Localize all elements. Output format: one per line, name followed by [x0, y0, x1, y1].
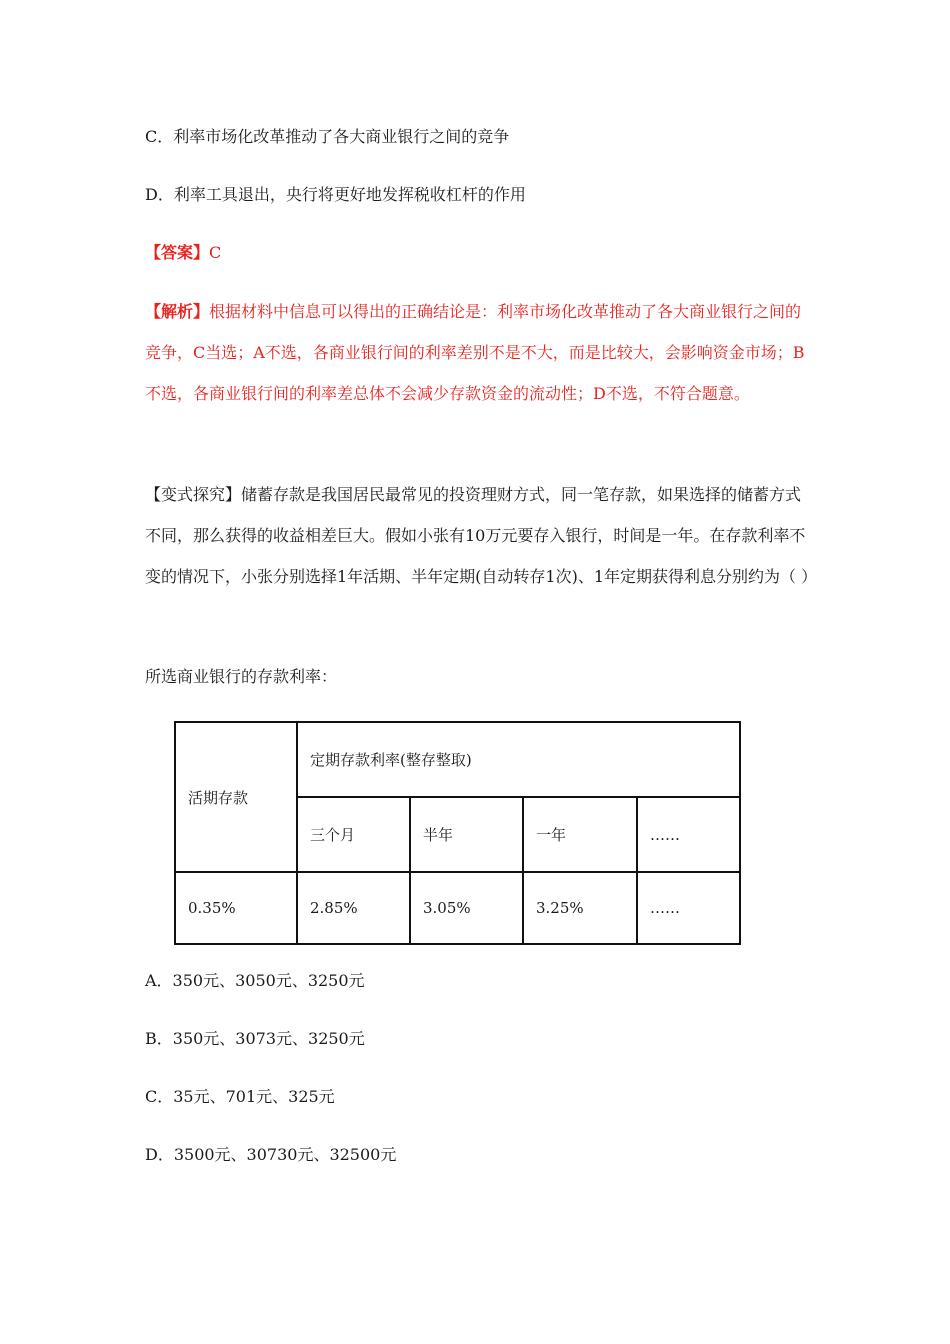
- term-one-year: 一年: [523, 797, 637, 872]
- rate-more: ……: [637, 872, 740, 944]
- analysis-text: 根据材料中信息可以得出的正确结论是：利率市场化改革推动了各大商业银行之间的竞争，C当选；A不选，各商业银行间的利率差别不是不大，而是比较大，会影响资金市场；B不选，各商业银行间的利率差总体不会减少存款资金的流动性；D不选，不符合题意。: [145, 302, 805, 403]
- demand-rate: 0.35%: [175, 872, 297, 944]
- prev-option-c: C．利率市场化改革推动了各大商业银行之间的竞争: [145, 127, 510, 146]
- deposit-rate-table: [174, 721, 741, 945]
- choice-b: B．350元、3073元、3250元: [145, 1029, 365, 1048]
- term-more: ……: [637, 797, 740, 872]
- prev-option-d: D．利率工具退出，央行将更好地发挥税收杠杆的作用: [145, 185, 526, 204]
- analysis-label: 【解析】: [145, 302, 210, 321]
- answer-value: C: [209, 243, 222, 262]
- rate-three-months: 2.85%: [297, 872, 410, 944]
- variant-paragraph: [145, 474, 818, 597]
- variant-text: 储蓄存款是我国居民最常见的投资理财方式，同一笔存款，如果选择的储蓄方式不同，那么获得的收益相差巨大。假如小张有10万元要存入银行，时间是一年。在存款利率不变的情况下，小张分别选择1年活期、半年定期(自动转存1次)、1年定期获得利息分别约为（ ）: [145, 485, 818, 586]
- term-half-year: 半年: [410, 797, 523, 872]
- fixed-deposit-header: 定期存款利率(整存整取): [297, 722, 740, 797]
- answer-line: [145, 243, 221, 263]
- rate-half-year: 3.05%: [410, 872, 523, 944]
- choice-a: A．350元、3050元、3250元: [145, 971, 365, 990]
- term-three-months: 三个月: [297, 797, 410, 872]
- variant-label: 【变式探究】: [145, 485, 242, 504]
- choice-c: C．35元、701元、325元: [145, 1087, 335, 1106]
- demand-deposit-header: 活期存款: [175, 722, 297, 872]
- answer-label: 【答案】: [145, 243, 210, 262]
- analysis-paragraph: [145, 291, 810, 414]
- table-caption: 所选商业银行的存款利率：: [145, 667, 338, 686]
- choice-d: D．3500元、30730元、32500元: [145, 1145, 397, 1164]
- rate-one-year: 3.25%: [523, 872, 637, 944]
